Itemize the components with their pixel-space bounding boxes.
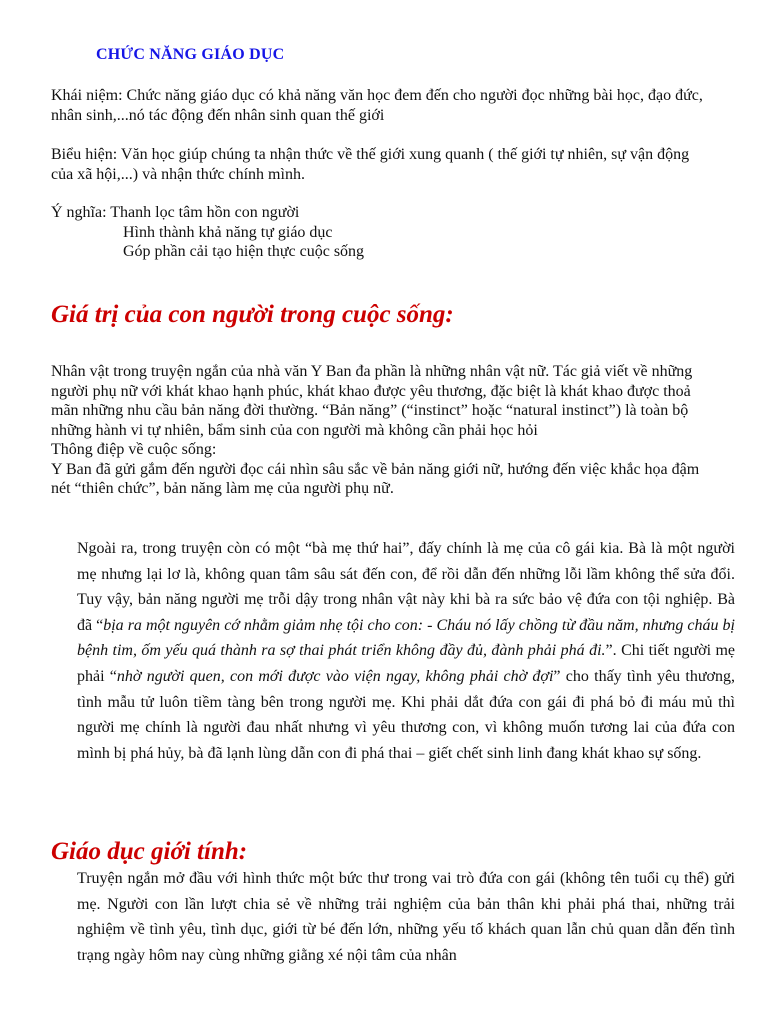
character-paragraph: Nhân vật trong truyện ngắn của nhà văn Y Ban đa phần là những nhân vật nữ. Tác giả viết về những người phụ nữ với khát khao hạnh phúc, khát khao được yêu thương, đặc biệt là khát khao được thoả mãn những nhu cầu bản năng đời thường. “Bản năng” (“instinct” hoặc “natural instinct”) là toàn bộ những hành vi tự nhiên, bẩm sinh của con người mà không cần phải học hỏi [51,363,693,439]
para2-text-a: Ngoài ra, trong truyện còn có một “bà mẹ thứ hai”, đấy chính là mẹ của cô gái kia. Bà là một người mẹ nhưng lại lơ là, không quan tâm sâu sát đến con, để rồi dẫn đến những lỗi lầm không thể sửa đổi. Tuy vậy, bản năng người mẹ trỗi dậy trong nhân vật này khi bà ra sức bảo vệ đứa con tội nghiệp. Bà đã “ [77,540,735,634]
message-paragraph: Y Ban đã gửi gắm đến người đọc cái nhìn sâu sắc về bản năng giới nữ, hướng đến việc khắc họa đậm nét “thiên chức”, bản năng làm mẹ của người phụ nữ. [51,460,700,497]
message-label: Thông điệp về cuộc sống: [51,441,217,458]
meaning-block [51,203,711,262]
meaning-line-3: Góp phần cải tạo hiện thực cuộc sống [123,243,365,260]
concept-paragraph: Khái niệm: Chức năng giáo dục có khả năng văn học đem đến cho người đọc những bài học, đạo đức, nhân sinh,...nó tác động đến nhân sinh quan thế giới [51,87,703,124]
expression-paragraph: Biểu hiện: Văn học giúp chúng ta nhận thức về thế giới xung quanh ( thế giới tự nhiên, sự vận động của xã hội,...) và nhận thức chính mình. [51,146,690,183]
character-block [51,362,711,499]
meaning-line-2: Hình thành khả năng tự giáo dục [123,223,333,241]
para2-quote-1: bịa ra một nguyên cớ nhằm giảm nhẹ tội cho con: - Cháu nó lấy chồng từ đầu năm, nhưng cháu bị bệnh tim, ốm yếu quá thành ra sợ thai phát triển không đầy đủ, đành phải phá đi. [77,616,735,660]
section-title-giao-duc: CHỨC NĂNG GIÁO DỤC [96,46,285,63]
heading-gia-tri: Giá trị của con người trong cuộc sống: [51,301,454,328]
heading-giao-duc-gioi-tinh: Giáo dục giới tính: [51,838,248,865]
meaning-line-1: Ý nghĩa: Thanh lọc tâm hồn con người [51,204,300,221]
para2-quote-2: nhờ người quen, con mới được vào viện ngay, không phải chờ đợi [116,667,554,685]
second-mother-paragraph [51,536,735,766]
para2-text-c: ” cho thấy tình yêu thương, tình mẫu tử luôn tiềm tàng bên trong người mẹ. Khi phải dắt đứa con gái đi phá bỏ đi máu mủ thì người mẹ chính là người đau nhất nhưng vì yêu thương con, vì không muốn tương lai của đứa con mình bị phá hủy, bà đã lạnh lùng dẫn con đi phá thai – giết chết sinh linh đang khát khao sự sống. [77,667,735,762]
sex-education-paragraph: Truyện ngắn mở đầu với hình thức một bức thư trong vai trò đứa con gái (không tên tuổi cụ thể) gửi mẹ. Người con lần lượt chia sẻ về những trải nghiệm của bản thân khi phải phá thai, những trải nghiệm về tình yêu, tình dục, giới từ bé đến lớn, những yếu tố khách quan lẫn chủ quan dẫn đến tình trạng ngày hôm nay cùng những giằng xé nội tâm của nhân [77,870,735,964]
para2-text-b: ”. Chi tiết người mẹ phải “ [77,642,736,685]
